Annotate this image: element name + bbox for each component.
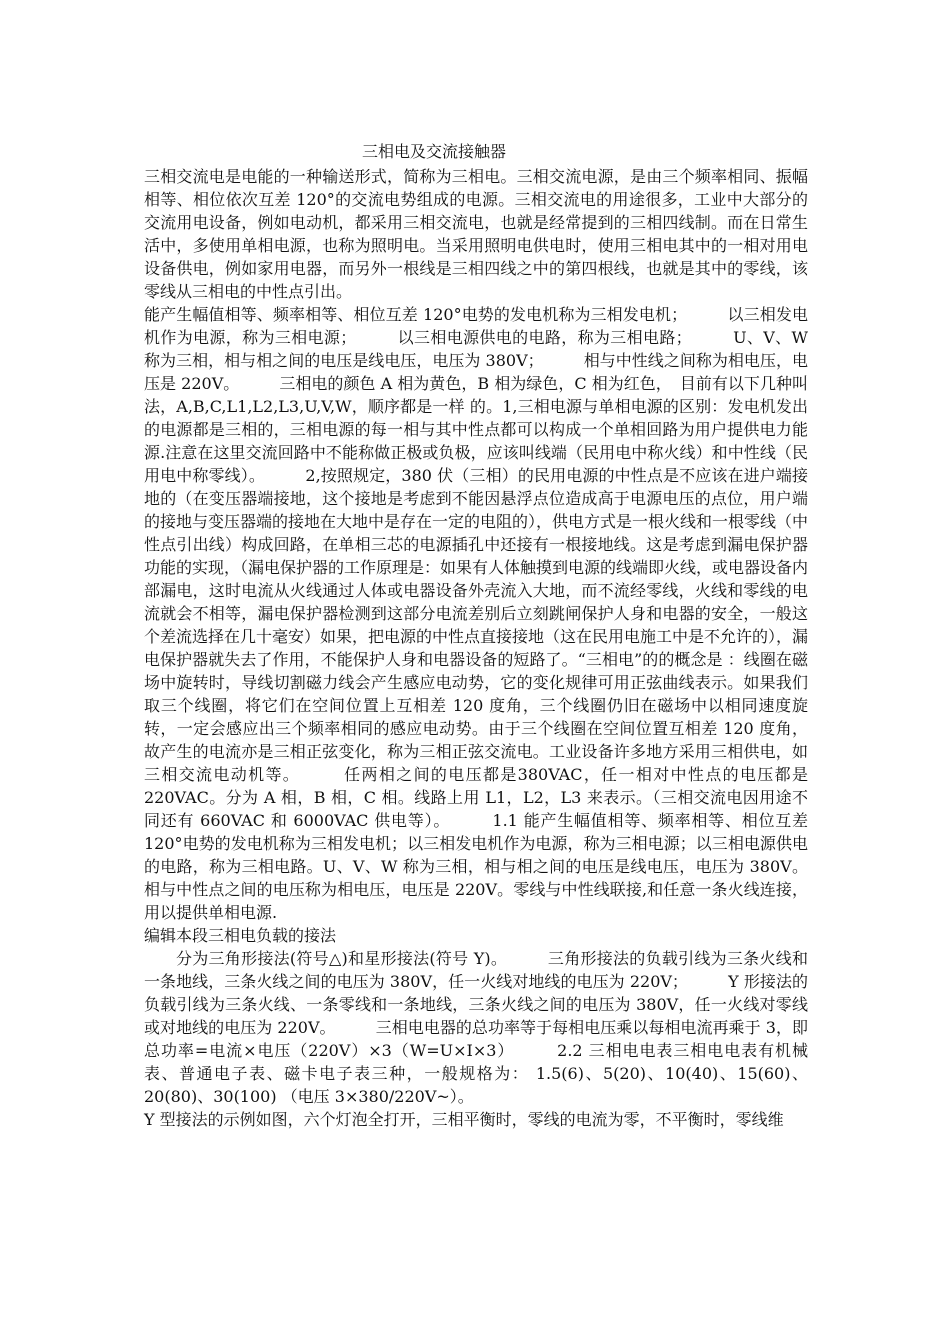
section-heading: 编辑本段三相电负载的接法 [144, 926, 337, 945]
document-title: 三相电及交流接触器 [362, 142, 507, 161]
document-body [144, 140, 808, 1131]
paragraph-y-example: Y 型接法的示例如图，六个灯泡全打开，三相平衡时，零线的电流为零，不平衡时，零线维 [144, 1110, 784, 1129]
paragraph-main: 能产生幅值相等、频率相等、相位互差 120°电势的发电机称为三相发电机； 以三相发电机作为电源，称为三相电源； 以三相电源供电的电路，称为三相电路； U、V、W 称为三相，相与相之间的电压是线电压，电压为 380V； 相与中性线之间称为相电压，电压是 220V。 三相电的颜色 A 相为黄色，B 相为绿色，C 相为红色， 目前有以下几种叫法，A,B,C,L1,L2,L3,U,V,W，顺序都是一样 的。1,三相电源与单相电源的区别：发电机发出的电源都是三相的，三相电源的每一相与其中性点都可以构成一个单相回路为用户提供电力能源.注意在这里交流回路中不能称做正极或负极，应该叫线端（民用电中称火线）和中性线（民用电中称零线）。 2,按照规定，380 伏（三相）的民用电源的中性点是不应该在进户端接地的（在变压器端接地，这个接地是考虑到不能因悬浮点位造成高于电源电压的点位，用户端的接地与变压器端的接地在大地中是存在一定的电阻的），供电方式是一根火线和一根零线（中性点引出线）构成回路，在单相三芯的电源插孔中还接有一根接地线。这是考虑到漏电保护器功能的实现，（漏电保护器的工作原理是：如果有人体触摸到电源的线端即火线，或电器设备内部漏电，这时电流从火线通过人体或电器设备外壳流入大地，而不流经零线，火线和零线的电流就会不相等，漏电保护器检测到这部分电流差别后立刻跳闸保护人身和电器的安全，一般这个差流选择在几十毫安）如果，把电源的中性点直接接地（这在民用电施工中是不允许的），漏电保护器就失去了作用，不能保护人身和电器设备的短路了。“三相电”的的概念是 ：线圈在磁场中旋转时，导线切割磁力线会产生感应电动势，它的变化规律可用正弦曲线表示。如果我们取三个线圈，将它们在空间位置上互相差 120 度角，三个线圈仍旧在磁场中以相同速度旋转，一定会感应出三个频率相同的感应电动势。由于三个线圈在空间位置互相差 120 度角，故产生的电流亦是三相正弦变化，称为三相正弦交流电。工业设备许多地方采用三相供电，如三相交流电动机等。 任两相之间的电压都是380VAC，任一相对中性点的电压都是 220VAC。分为 A 相，B 相，C 相。线路上用 L1，L2，L3 来表示。（三相交流电因用途不同还有 660VAC 和 6000VAC 供电等）。 1.1 能产生幅值相等、频率相等、相位互差 120°电势的发电机称为三相发电机；以三相发电机作为电源，称为三相电源；以三相电源供电的电路，称为三相电路。U、V、W 称为三相，相与相之间的电压是线电压，电压为 380V。相与中性点之间的电压称为相电压，电压是 220V。零线与中性线联接,和任意一条火线连接，用以提供单相电源. [144, 305, 809, 922]
paragraph-load-connection: 分为三角形接法(符号△)和星形接法(符号 Y)。 三角形接法的负载引线为三条火线和一条地线，三条火线之间的电压为 380V，任一火线对地线的电压为 220V； Y 形接法的负载引线为三条火线、一条零线和一条地线，三条火线之间的电压为 380V，任一火线对零线或对地线的电压为 220V。 三相电电器的总功率等于每相电压乘以每相电流再乘于 3，即总功率=电流×电压（220V）×3（W=U×I×3） 2.2 三相电电表三相电电表有机械表、普通电子表、磁卡电子表三种，一般规格为： 1.5(6)、5(20)、10(40)、15(60)、20(80)、30(100) （电压 3×380/220V~）。 [144, 949, 808, 1106]
paragraph-intro: 三相交流电是电能的一种输送形式，简称为三相电。三相交流电源，是由三个频率相同、振幅相等、相位依次互差 120°的交流电势组成的电源。三相交流电的用途很多，工业中大部分的交流用电设备，例如电动机，都采用三相交流电，也就是经常提到的三相四线制。而在日常生活中，多使用单相电源，也称为照明电。当采用照明电供电时，使用三相电其中的一相对用电设备供电，例如家用电器，而另外一根线是三相四线之中的第四根线，也就是其中的零线，该零线从三相电的中性点引出。 [144, 167, 808, 301]
